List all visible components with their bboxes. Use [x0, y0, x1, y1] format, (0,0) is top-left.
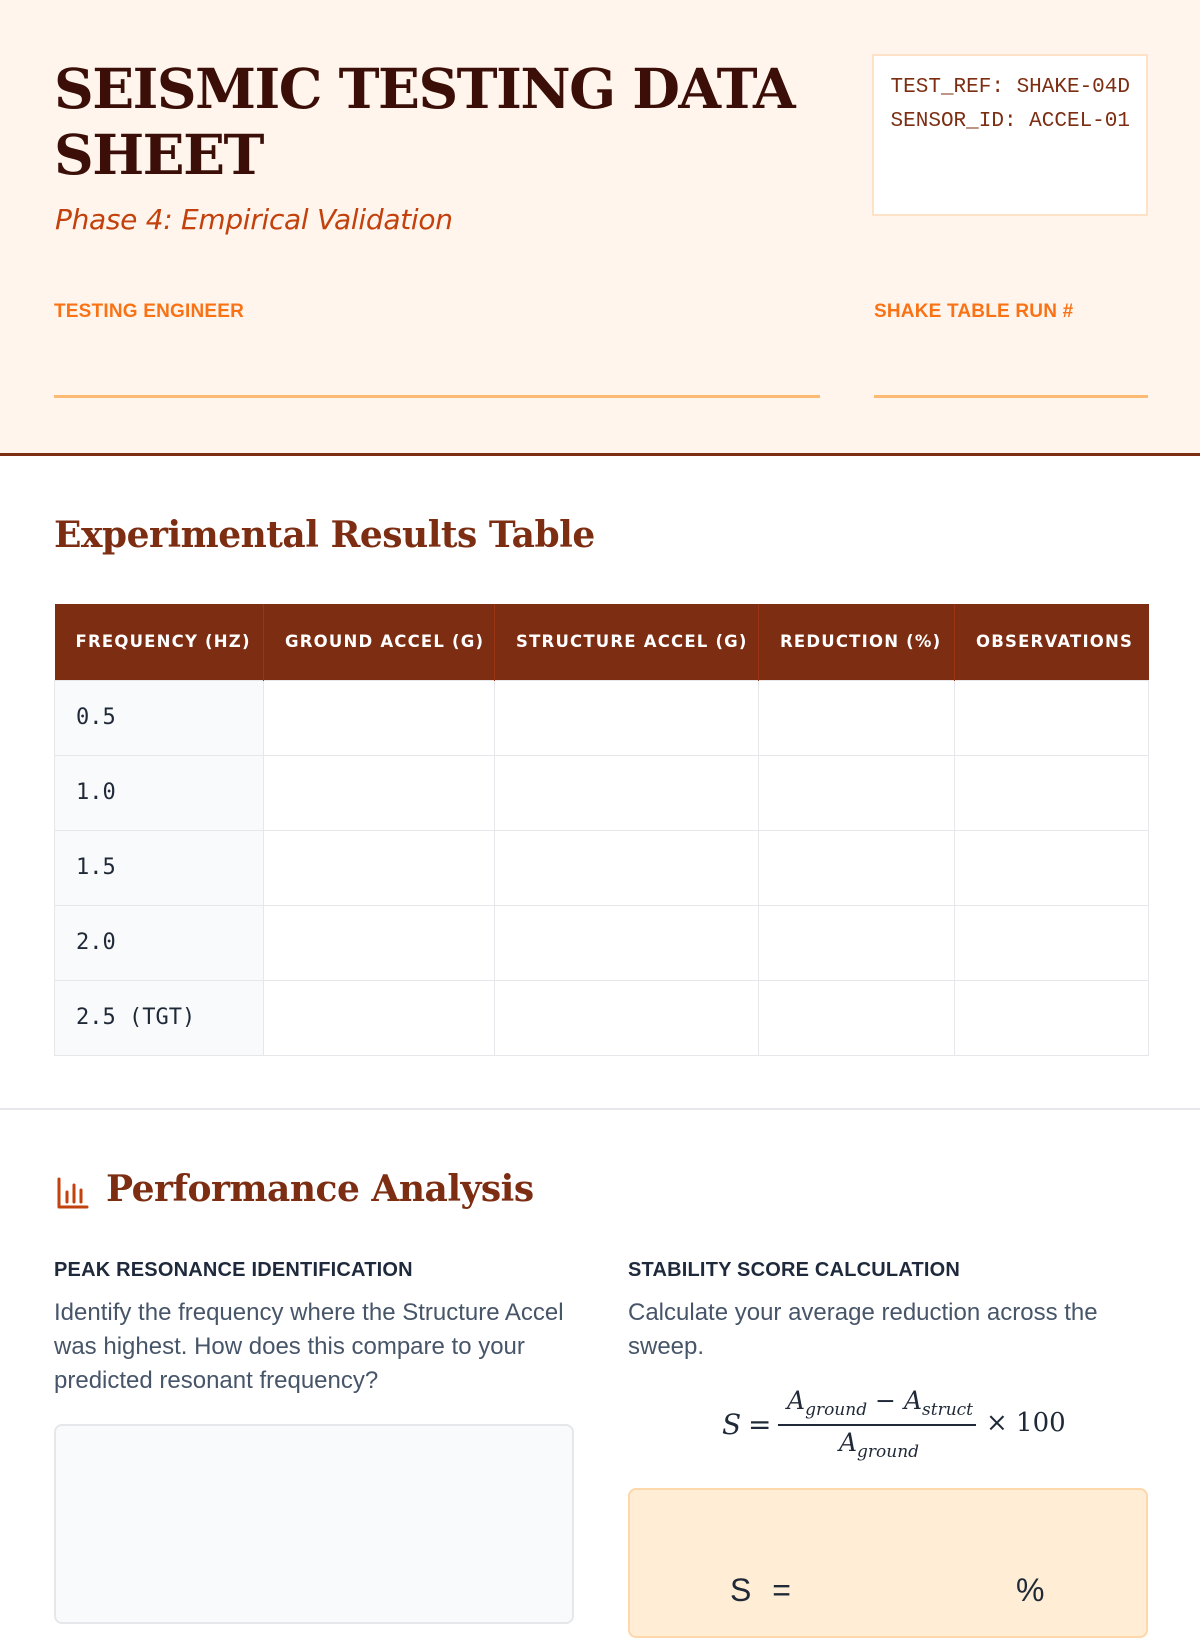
test-ref: TEST_REF: SHAKE-04D	[890, 76, 1130, 99]
stability-score-heading: STABILITY SCORE CALCULATION	[628, 1259, 961, 1281]
stability-formula	[718, 1386, 1066, 1466]
frequency-cell: 1.5	[55, 830, 264, 905]
structure-accel-cell[interactable]	[495, 980, 759, 1055]
column-header: STRUCTURE ACCEL (G)	[495, 604, 759, 680]
table-row	[55, 905, 1149, 980]
formula-equals: =	[748, 1408, 772, 1441]
reduction-cell[interactable]	[759, 980, 955, 1055]
ground-accel-cell[interactable]	[264, 755, 495, 830]
column-header: REDUCTION (%)	[759, 604, 955, 680]
frequency-cell: 0.5	[55, 680, 264, 755]
page-title: SEISMIC TESTING DATA SHEET	[54, 56, 795, 187]
frequency-cell: 2.5 (TGT)	[55, 980, 264, 1055]
reference-box	[872, 54, 1148, 216]
reduction-cell[interactable]	[759, 905, 955, 980]
peak-resonance-answer[interactable]	[54, 1424, 574, 1624]
analysis-section-title: Performance Analysis	[106, 1168, 534, 1210]
observations-cell[interactable]	[955, 905, 1149, 980]
ground-accel-cell[interactable]	[264, 905, 495, 980]
score-input[interactable]	[790, 1572, 1000, 1608]
section-divider	[0, 1108, 1200, 1110]
engineer-label: TESTING ENGINEER	[54, 301, 245, 322]
frequency-cell: 1.0	[55, 755, 264, 830]
page-subtitle: Phase 4: Empirical Validation	[55, 203, 453, 236]
formula-denominator: $A_{ground}$	[838, 1428, 920, 1462]
peak-resonance-text: Identify the frequency where the Structure Accel was highest. How does this compare to your predicted resonant frequency?	[54, 1299, 564, 1394]
structure-accel-cell[interactable]	[495, 905, 759, 980]
observations-cell[interactable]	[955, 680, 1149, 755]
observations-cell[interactable]	[955, 830, 1149, 905]
results-section-title: Experimental Results Table	[54, 514, 595, 556]
score-unit: %	[1016, 1572, 1045, 1608]
run-number-label: SHAKE TABLE RUN #	[874, 301, 1074, 322]
formula-lhs: S	[722, 1408, 742, 1441]
ground-accel-cell[interactable]	[264, 830, 495, 905]
score-label: S =	[730, 1572, 797, 1608]
column-header: GROUND ACCEL (G)	[264, 604, 495, 680]
reduction-cell[interactable]	[759, 680, 955, 755]
formula-multiplier: × 100	[986, 1408, 1066, 1438]
column-header: OBSERVATIONS	[955, 604, 1149, 680]
structure-accel-cell[interactable]	[495, 830, 759, 905]
ground-accel-cell[interactable]	[264, 680, 495, 755]
header-panel	[0, 0, 1200, 456]
formula-numerator: $A_{ground} - A_{struct}$	[787, 1386, 973, 1420]
stability-score-box	[628, 1488, 1148, 1638]
sensor-id: SENSOR_ID: ACCEL-01	[890, 109, 1130, 133]
observations-cell[interactable]	[955, 980, 1149, 1055]
table-header-row	[55, 604, 1149, 680]
table-row	[55, 680, 1149, 755]
table-row	[55, 980, 1149, 1055]
table-row	[55, 830, 1149, 905]
ground-accel-cell[interactable]	[264, 980, 495, 1055]
bar-chart-icon	[56, 1176, 90, 1210]
reduction-cell[interactable]	[759, 755, 955, 830]
observations-cell[interactable]	[955, 755, 1149, 830]
frequency-cell: 2.0	[55, 905, 264, 980]
peak-resonance-heading: PEAK RESONANCE IDENTIFICATION	[54, 1259, 413, 1281]
structure-accel-cell[interactable]	[495, 680, 759, 755]
reduction-cell[interactable]	[759, 830, 955, 905]
column-header: FREQUENCY (HZ)	[55, 604, 264, 680]
structure-accel-cell[interactable]	[495, 755, 759, 830]
fraction-bar	[778, 1424, 976, 1426]
results-table	[54, 604, 1149, 1056]
stability-score-text: Calculate your average reduction across the sweep.	[628, 1299, 1098, 1360]
table-row	[55, 755, 1149, 830]
run-number-field[interactable]	[874, 395, 1148, 398]
engineer-field[interactable]	[54, 395, 820, 398]
